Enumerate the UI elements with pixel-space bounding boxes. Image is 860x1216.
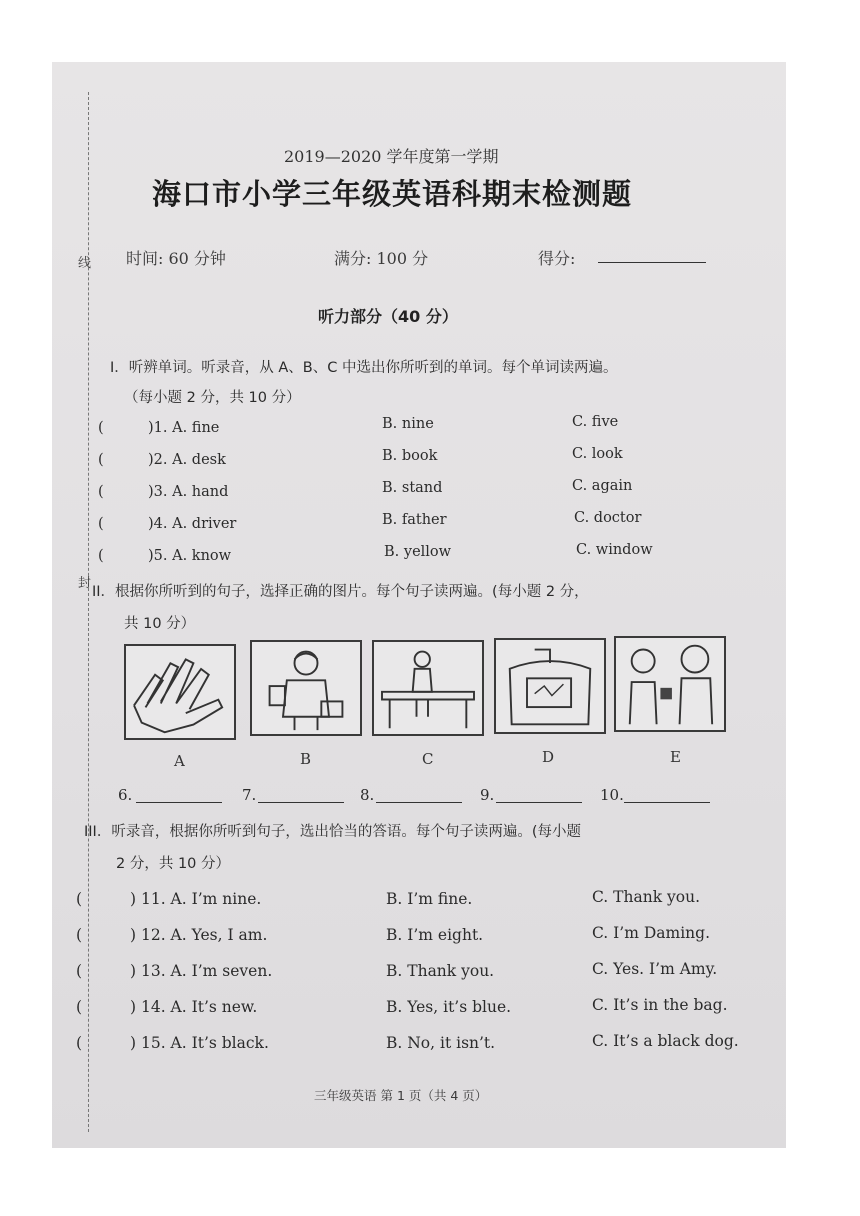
option-b: B. Yes, it’s blue. (386, 998, 512, 1016)
two-boys-drawing-icon (616, 638, 724, 730)
answer-9-label: 9. (480, 786, 495, 804)
option-a: )3. A. hand (148, 484, 229, 500)
option-a: ) 12. A. Yes, I am. (130, 926, 268, 944)
section2-instruction: II．根据你所听到的句子，选择正确的图片。每个句子读两遍。(每小题 2 分， (92, 584, 589, 600)
option-b: B. father (382, 512, 447, 528)
answer-paren: ( (98, 420, 104, 436)
option-c: C. doctor (574, 510, 642, 526)
answer-paren: ( (98, 516, 104, 532)
binding-line (88, 92, 89, 1132)
section1-instruction: I．听辨单词。听录音，从 A、B、C 中选出你所听到的单词。每个单词读两遍。 (110, 360, 618, 376)
option-a: ) 14. A. It’s new. (130, 998, 258, 1016)
answer-paren: ( (76, 962, 83, 980)
option-a: )1. A. fine (148, 420, 220, 436)
option-b: B. Thank you. (386, 962, 495, 980)
option-b: B. book (382, 448, 438, 464)
option-b: B. yellow (384, 544, 452, 560)
section3-instruction: III．听录音，根据你所听到句子，选出恰当的答语。每个句子读两遍。(每小题 (84, 824, 581, 840)
answer-6-blank[interactable] (136, 802, 222, 803)
score-label: 得分: (538, 249, 576, 268)
hand-drawing-icon (126, 646, 234, 738)
answer-7-label: 7. (242, 786, 257, 804)
answer-10-blank[interactable] (624, 802, 710, 803)
doctor-drawing-icon (252, 642, 360, 734)
answer-paren: ( (98, 452, 104, 468)
picture-label-c: C (422, 750, 434, 768)
option-c: C. It’s a black dog. (592, 1032, 739, 1050)
option-c: C. window (576, 542, 653, 558)
option-a: )4. A. driver (148, 516, 237, 532)
section2-points: 共 10 分） (124, 616, 196, 632)
option-c: C. again (572, 478, 633, 494)
picture-label-d: D (542, 748, 555, 766)
time-info: 时间: 60 分钟 (126, 249, 226, 268)
term-heading: 2019—2020 学年度第一学期 (284, 147, 499, 166)
option-b: B. nine (382, 416, 434, 432)
answer-9-blank[interactable] (496, 802, 582, 803)
option-c: C. Yes. I’m Amy. (592, 960, 718, 978)
answer-8-blank[interactable] (376, 802, 462, 803)
picture-hand (124, 644, 236, 740)
schoolbag-drawing-icon (496, 640, 604, 732)
answer-paren: ( (98, 548, 104, 564)
listening-heading: 听力部分（40 分） (318, 307, 458, 326)
option-b: B. stand (382, 480, 443, 496)
option-a: )5. A. know (148, 548, 232, 564)
option-a: ) 13. A. I’m seven. (130, 962, 273, 980)
option-b: B. I’m fine. (386, 890, 473, 908)
answer-7-blank[interactable] (258, 802, 344, 803)
picture-label-b: B (300, 750, 312, 768)
section3-points: 2 分，共 10 分） (116, 856, 231, 872)
exam-paper (52, 62, 786, 1148)
answer-paren: ( (98, 484, 104, 500)
section1-points: （每小题 2 分，共 10 分） (124, 390, 301, 406)
side-mark-line: 线 (78, 256, 92, 271)
answer-paren: ( (76, 998, 83, 1016)
option-c: C. I’m Daming. (592, 924, 710, 942)
full-score-info: 满分: 100 分 (334, 249, 429, 268)
answer-10-label: 10. (600, 786, 624, 804)
option-c: C. It’s in the bag. (592, 996, 728, 1014)
answer-paren: ( (76, 1034, 83, 1052)
option-c: C. five (572, 414, 619, 430)
option-b: B. No, it isn’t. (386, 1034, 496, 1052)
answer-8-label: 8. (360, 786, 375, 804)
answer-6-label: 6. (118, 786, 133, 804)
picture-desk (372, 640, 484, 736)
answer-paren: ( (76, 926, 83, 944)
page-footer: 三年级英语 第 1 页（共 4 页） (314, 1088, 488, 1103)
picture-label-e: E (670, 748, 681, 766)
desk-drawing-icon (374, 642, 482, 734)
option-c: C. Thank you. (592, 888, 701, 906)
picture-two-boys (614, 636, 726, 732)
picture-doctor (250, 640, 362, 736)
option-b: B. I’m eight. (386, 926, 484, 944)
option-c: C. look (572, 446, 623, 462)
score-blank (598, 262, 706, 263)
option-a: ) 11. A. I’m nine. (130, 890, 262, 908)
picture-bag (494, 638, 606, 734)
answer-paren: ( (76, 890, 83, 908)
exam-title: 海口市小学三年级英语科期末检测题 (152, 177, 633, 211)
option-a: ) 15. A. It’s black. (130, 1034, 269, 1052)
picture-label-a: A (174, 752, 185, 770)
side-mark-seal: 封 (78, 576, 92, 591)
option-a: )2. A. desk (148, 452, 226, 468)
